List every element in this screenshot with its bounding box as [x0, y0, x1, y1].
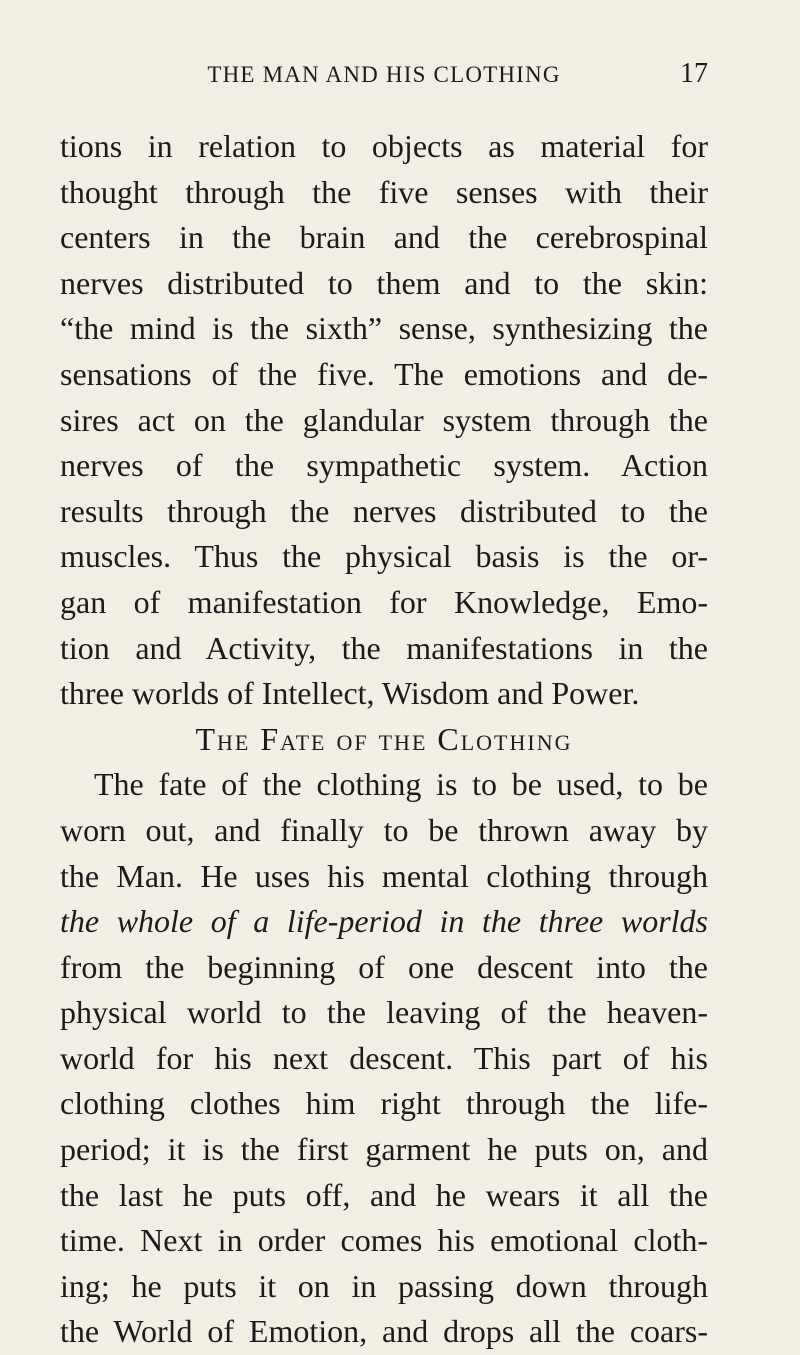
section-heading: The Fate of the Clothing — [195, 720, 573, 757]
text-line: sires act on the glandular system through the — [60, 401, 708, 438]
text-line: three worlds of Intellect, Wisdom and Power. — [60, 675, 640, 712]
text-line: worn out, and finally to be thrown away by — [60, 811, 708, 848]
running-header — [60, 56, 708, 90]
body-text — [60, 124, 708, 1355]
text-line: the last he puts off, and he wears it all the — [60, 1176, 708, 1213]
italic-text-line: the whole of a life-period in the three worlds — [60, 903, 708, 940]
text-line: centers in the brain and the cerebrospinal — [60, 219, 708, 256]
text-line: results through the nerves distributed to the — [60, 492, 708, 529]
text-line: tion and Activity, the manifestations in the — [60, 629, 708, 666]
page-number: 17 — [680, 58, 708, 89]
text-line: nerves distributed to them and to the skin: — [60, 264, 708, 301]
text-line: muscles. Thus the physical basis is the or- — [60, 538, 708, 575]
text-line: period; it is the first garment he puts on, and — [60, 1131, 708, 1168]
text-line: time. Next in order comes his emotional cloth- — [60, 1222, 708, 1259]
text-line: the Man. He uses his mental clothing through — [60, 857, 708, 894]
text-line: ing; he puts it on in passing down through — [60, 1267, 708, 1304]
book-page — [60, 0, 708, 1350]
text-line: world for his next descent. This part of his — [60, 1039, 708, 1076]
text-line: clothing clothes him right through the life- — [60, 1085, 708, 1122]
text-line: “the mind is the sixth” sense, synthesizing the — [60, 310, 708, 347]
text-line: from the beginning of one descent into the — [60, 948, 708, 985]
text-line: sensations of the five. The emotions and de- — [60, 355, 708, 392]
text-line: tions in relation to objects as material for — [60, 128, 708, 164]
text-line: the World of Emotion, and drops all the coars- — [60, 1313, 708, 1350]
text-line: The fate of the clothing is to be used, to be — [94, 766, 708, 803]
text-line: gan of manifestation for Knowledge, Emo- — [60, 583, 708, 620]
text-line: physical world to the leaving of the heaven- — [60, 994, 708, 1031]
text-line: nerves of the sympathetic system. Action — [60, 447, 708, 484]
text-line: thought through the five senses with their — [60, 173, 708, 210]
running-title: THE MAN AND HIS CLOTHING — [207, 62, 561, 87]
